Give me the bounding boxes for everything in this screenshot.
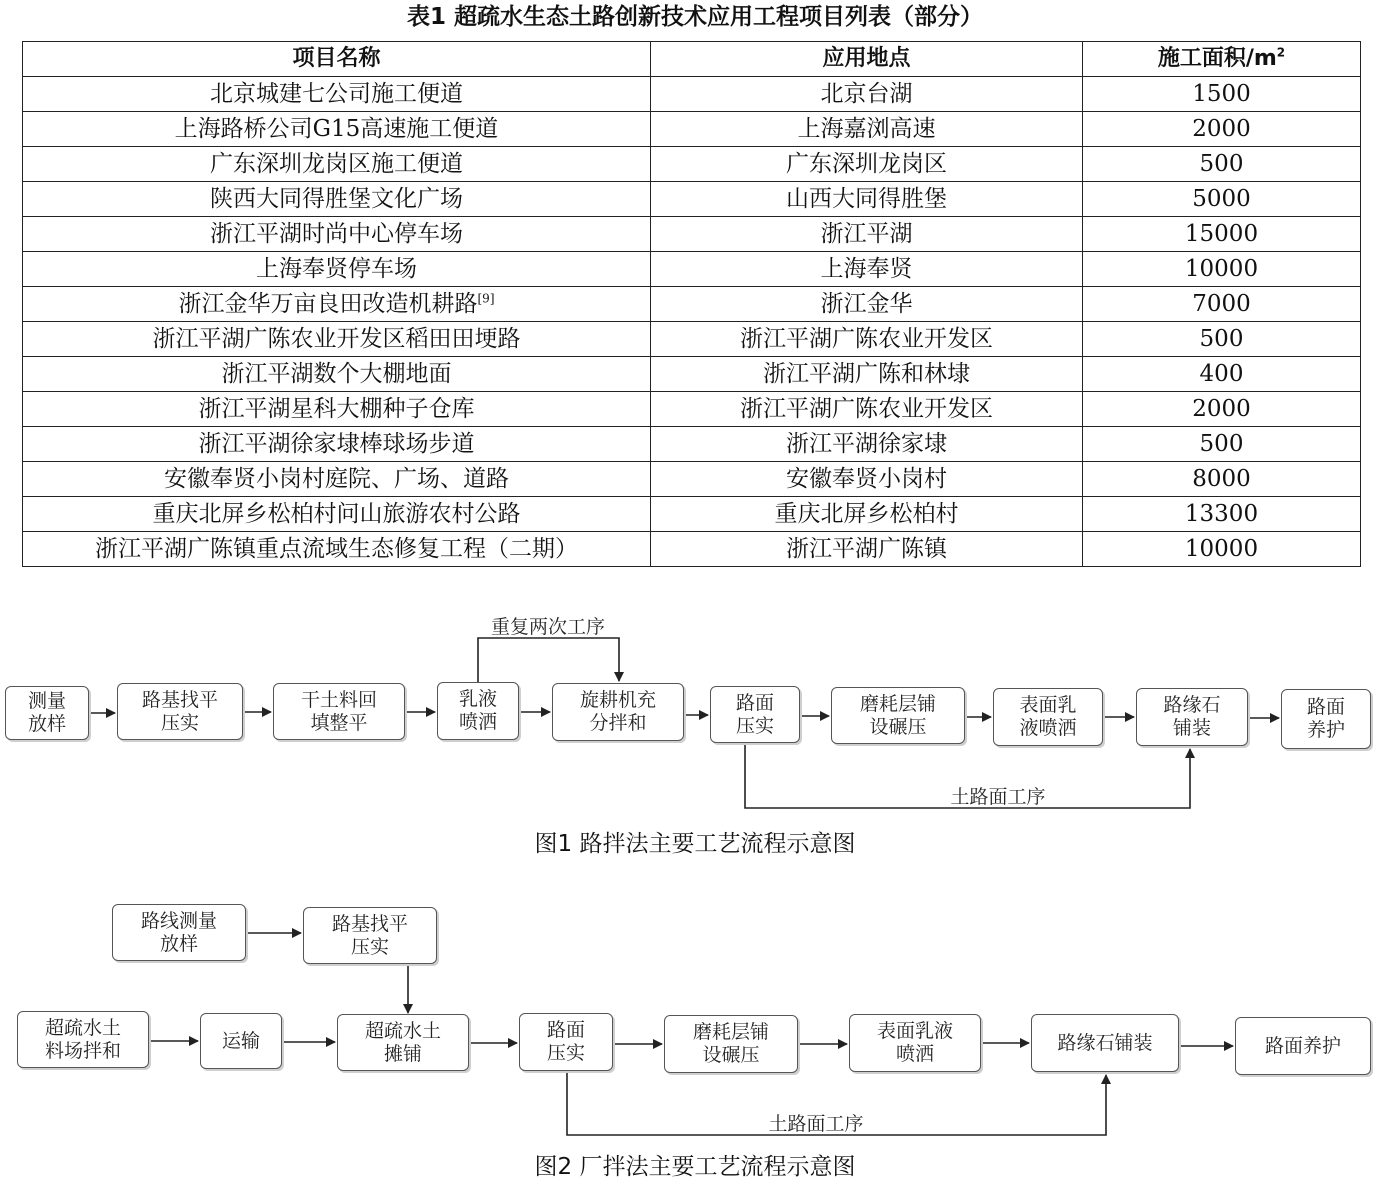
step-text-line: 路缘石铺装: [1057, 1031, 1153, 1054]
cell-project-name-text: 浙江平湖广陈农业开发区稻田田埂路: [152, 326, 521, 352]
step-text-line: 磨耗层铺: [692, 1021, 769, 1043]
step-text-line: 养护: [1306, 719, 1345, 741]
cell-location-text: 浙江平湖徐家埭: [786, 431, 947, 457]
fig2-step-mix-plant: [17, 1011, 149, 1068]
step-text-line: 摊铺: [383, 1042, 422, 1065]
step-text-line: 设碾压: [702, 1044, 760, 1066]
step-text-line: 铺装: [1172, 717, 1211, 739]
step-text-line: 放样: [27, 713, 66, 735]
step-text-line: 干土料回: [300, 688, 377, 711]
cell-area-text: 5000: [1192, 186, 1251, 212]
step-text-line: 旋耕机充: [579, 689, 656, 711]
step-text-line: 路面: [1306, 696, 1345, 718]
cell-location-text: 浙江平湖广陈农业开发区: [740, 326, 993, 352]
cell-location-text: 重庆北屏乡松柏村: [774, 501, 959, 527]
step-text-line: 放样: [159, 932, 198, 955]
cell-project-name-text: 广东深圳龙岗区施工便道: [210, 151, 463, 177]
step-text-line: 填整平: [310, 711, 368, 734]
cell-area-text: 13300: [1184, 501, 1259, 527]
cell-location-text: 浙江金华: [820, 291, 913, 317]
cell-project-name-text: 上海奉贤停车场: [256, 256, 417, 282]
cell-location-text: 浙江平湖: [820, 221, 913, 247]
figure1-caption: 图1 路拌法主要工艺流程示意图: [534, 831, 856, 857]
cell-location-text: 北京台湖: [820, 81, 913, 107]
cell-project-name-text: 北京城建七公司施工便道: [210, 81, 463, 107]
fig1-step-survey-layout: [5, 686, 89, 740]
fig2-step-curb-install: [1031, 1014, 1179, 1072]
fig1-loop-label: 重复两次工序: [490, 616, 606, 638]
cell-project-name-text: 浙江平湖时尚中心停车场: [210, 221, 463, 247]
step-text-line: 路线测量: [140, 909, 217, 932]
fig2-step-road-cure: [1235, 1017, 1371, 1075]
cell-project-name-text: 浙江平湖星科大棚种子仓库: [198, 396, 475, 422]
step-text-line: 运输: [221, 1029, 260, 1052]
fig2-step-subgrade-level: [303, 907, 437, 964]
fig1-step-road-compact: [710, 686, 800, 743]
cell-location-text: 安徽奉贤小岗村: [786, 466, 947, 492]
fig1-step-surface-spray: [993, 688, 1103, 746]
fig1-step-emulsion-spray: [437, 682, 519, 740]
cell-location-text: 浙江平湖广陈农业开发区: [740, 396, 993, 422]
cell-area-text: 10000: [1184, 536, 1259, 562]
cell-project-name-text: 浙江平湖广陈镇重点流域生态修复工程（二期）: [95, 536, 578, 562]
cell-area-text: 400: [1199, 361, 1244, 387]
step-text-line: 路面: [735, 691, 774, 714]
step-text-line: 压实: [350, 935, 389, 958]
cell-location-text: 山西大同得胜堡: [786, 186, 947, 212]
step-text-line: 喷洒: [895, 1043, 934, 1065]
step-text-line: 超疏水土: [364, 1019, 441, 1042]
cell-project-name-text: 重庆北屏乡松柏村问山旅游农村公路: [152, 501, 521, 527]
fig2-step-route-survey: [112, 904, 246, 961]
cell-project-name-text: 浙江平湖数个大棚地面: [221, 361, 452, 387]
cell-area-text: 8000: [1192, 466, 1251, 492]
step-text-line: 喷洒: [458, 711, 497, 733]
cell-project-name-text: 浙江金华万亩良田改造机耕路: [178, 291, 478, 317]
fig1-step-road-cure: [1281, 689, 1371, 749]
step-text-line: 路面: [546, 1019, 585, 1041]
fig2-step-surface-spray: [849, 1014, 981, 1072]
col-header-location: 应用地点: [651, 42, 1083, 77]
cell-location-text: 上海嘉浏高速: [797, 116, 936, 142]
step-text-line: 设碾压: [869, 715, 927, 738]
fig1-step-backfill-level: [273, 683, 405, 740]
cell-area-text: 500: [1199, 431, 1244, 457]
cell-project-name-text: 安徽奉贤小岗村庭院、广场、道路: [164, 466, 509, 492]
cell-location-text: 浙江平湖广陈和林埭: [763, 361, 970, 387]
step-text-line: 路面养护: [1264, 1034, 1341, 1057]
cell-project-name-text: 陕西大同得胜堡文化广场: [210, 186, 463, 212]
fig1-repeat-loop-arrow: [478, 638, 619, 682]
figure2-caption: 图2 厂拌法主要工艺流程示意图: [534, 1154, 856, 1180]
step-text-line: 液喷洒: [1019, 717, 1077, 739]
step-text-line: 路基找平: [141, 688, 218, 711]
cell-area-text: 7000: [1192, 291, 1251, 317]
cell-location-text: 浙江平湖广陈镇: [786, 536, 947, 562]
step-text-line: 压实: [546, 1042, 585, 1064]
cell-area-text: 2000: [1192, 396, 1251, 422]
step-text-line: 乳液: [458, 688, 497, 710]
fig1-step-curb-install: [1136, 688, 1248, 746]
cell-area-text: 15000: [1184, 221, 1259, 247]
table-caption: 表1 超疏水生态土路创新技术应用工程项目列表（部分）: [406, 4, 983, 30]
step-text-line: 料场拌和: [44, 1039, 121, 1062]
cell-area-text: 500: [1199, 326, 1244, 352]
cell-area-text: 1500: [1192, 81, 1251, 107]
cell-project-name-text: 上海路桥公司G15高速施工便道: [174, 116, 499, 142]
step-text-line: 路缘石: [1163, 694, 1221, 716]
fig1-step-subgrade-level: [117, 683, 243, 740]
step-text-line: 分拌和: [589, 712, 647, 734]
cell-area-text: 10000: [1184, 256, 1259, 282]
fig2-step-paving: [337, 1014, 469, 1071]
cell-location-text: 上海奉贤: [820, 256, 913, 282]
citation-ref: [9]: [477, 291, 495, 306]
fig1-step-rotary-mix: [552, 683, 684, 741]
fig2-step-road-compact: [519, 1013, 613, 1071]
cell-project-name-text: 浙江平湖徐家埭棒球场步道: [198, 431, 475, 457]
step-text-line: 压实: [735, 714, 774, 737]
fig2-bypass-label: 土路面工序: [768, 1113, 864, 1135]
cell-location-text: 广东深圳龙岗区: [786, 151, 947, 177]
step-text-line: 表面乳液: [876, 1020, 953, 1042]
col-header-area-label: 施工面积/m: [1157, 46, 1277, 71]
col-header-project-name: 项目名称: [23, 42, 651, 77]
step-text-line: 表面乳: [1019, 694, 1077, 716]
step-text-line: 路基找平: [331, 912, 408, 935]
area-unit-superscript: 2: [1276, 45, 1286, 60]
step-text-line: 测量: [27, 690, 66, 712]
step-text-line: 压实: [160, 711, 199, 734]
cell-area-text: 2000: [1192, 116, 1251, 142]
fig1-step-wear-layer: [831, 687, 965, 744]
fig2-step-transport: [200, 1013, 282, 1069]
step-text-line: 磨耗层铺: [859, 692, 936, 715]
fig2-step-wear-layer: [664, 1015, 798, 1073]
fig1-bypass-label: 土路面工序: [950, 786, 1046, 808]
step-text-line: 超疏水土: [44, 1016, 121, 1039]
cell-area-text: 500: [1199, 151, 1244, 177]
